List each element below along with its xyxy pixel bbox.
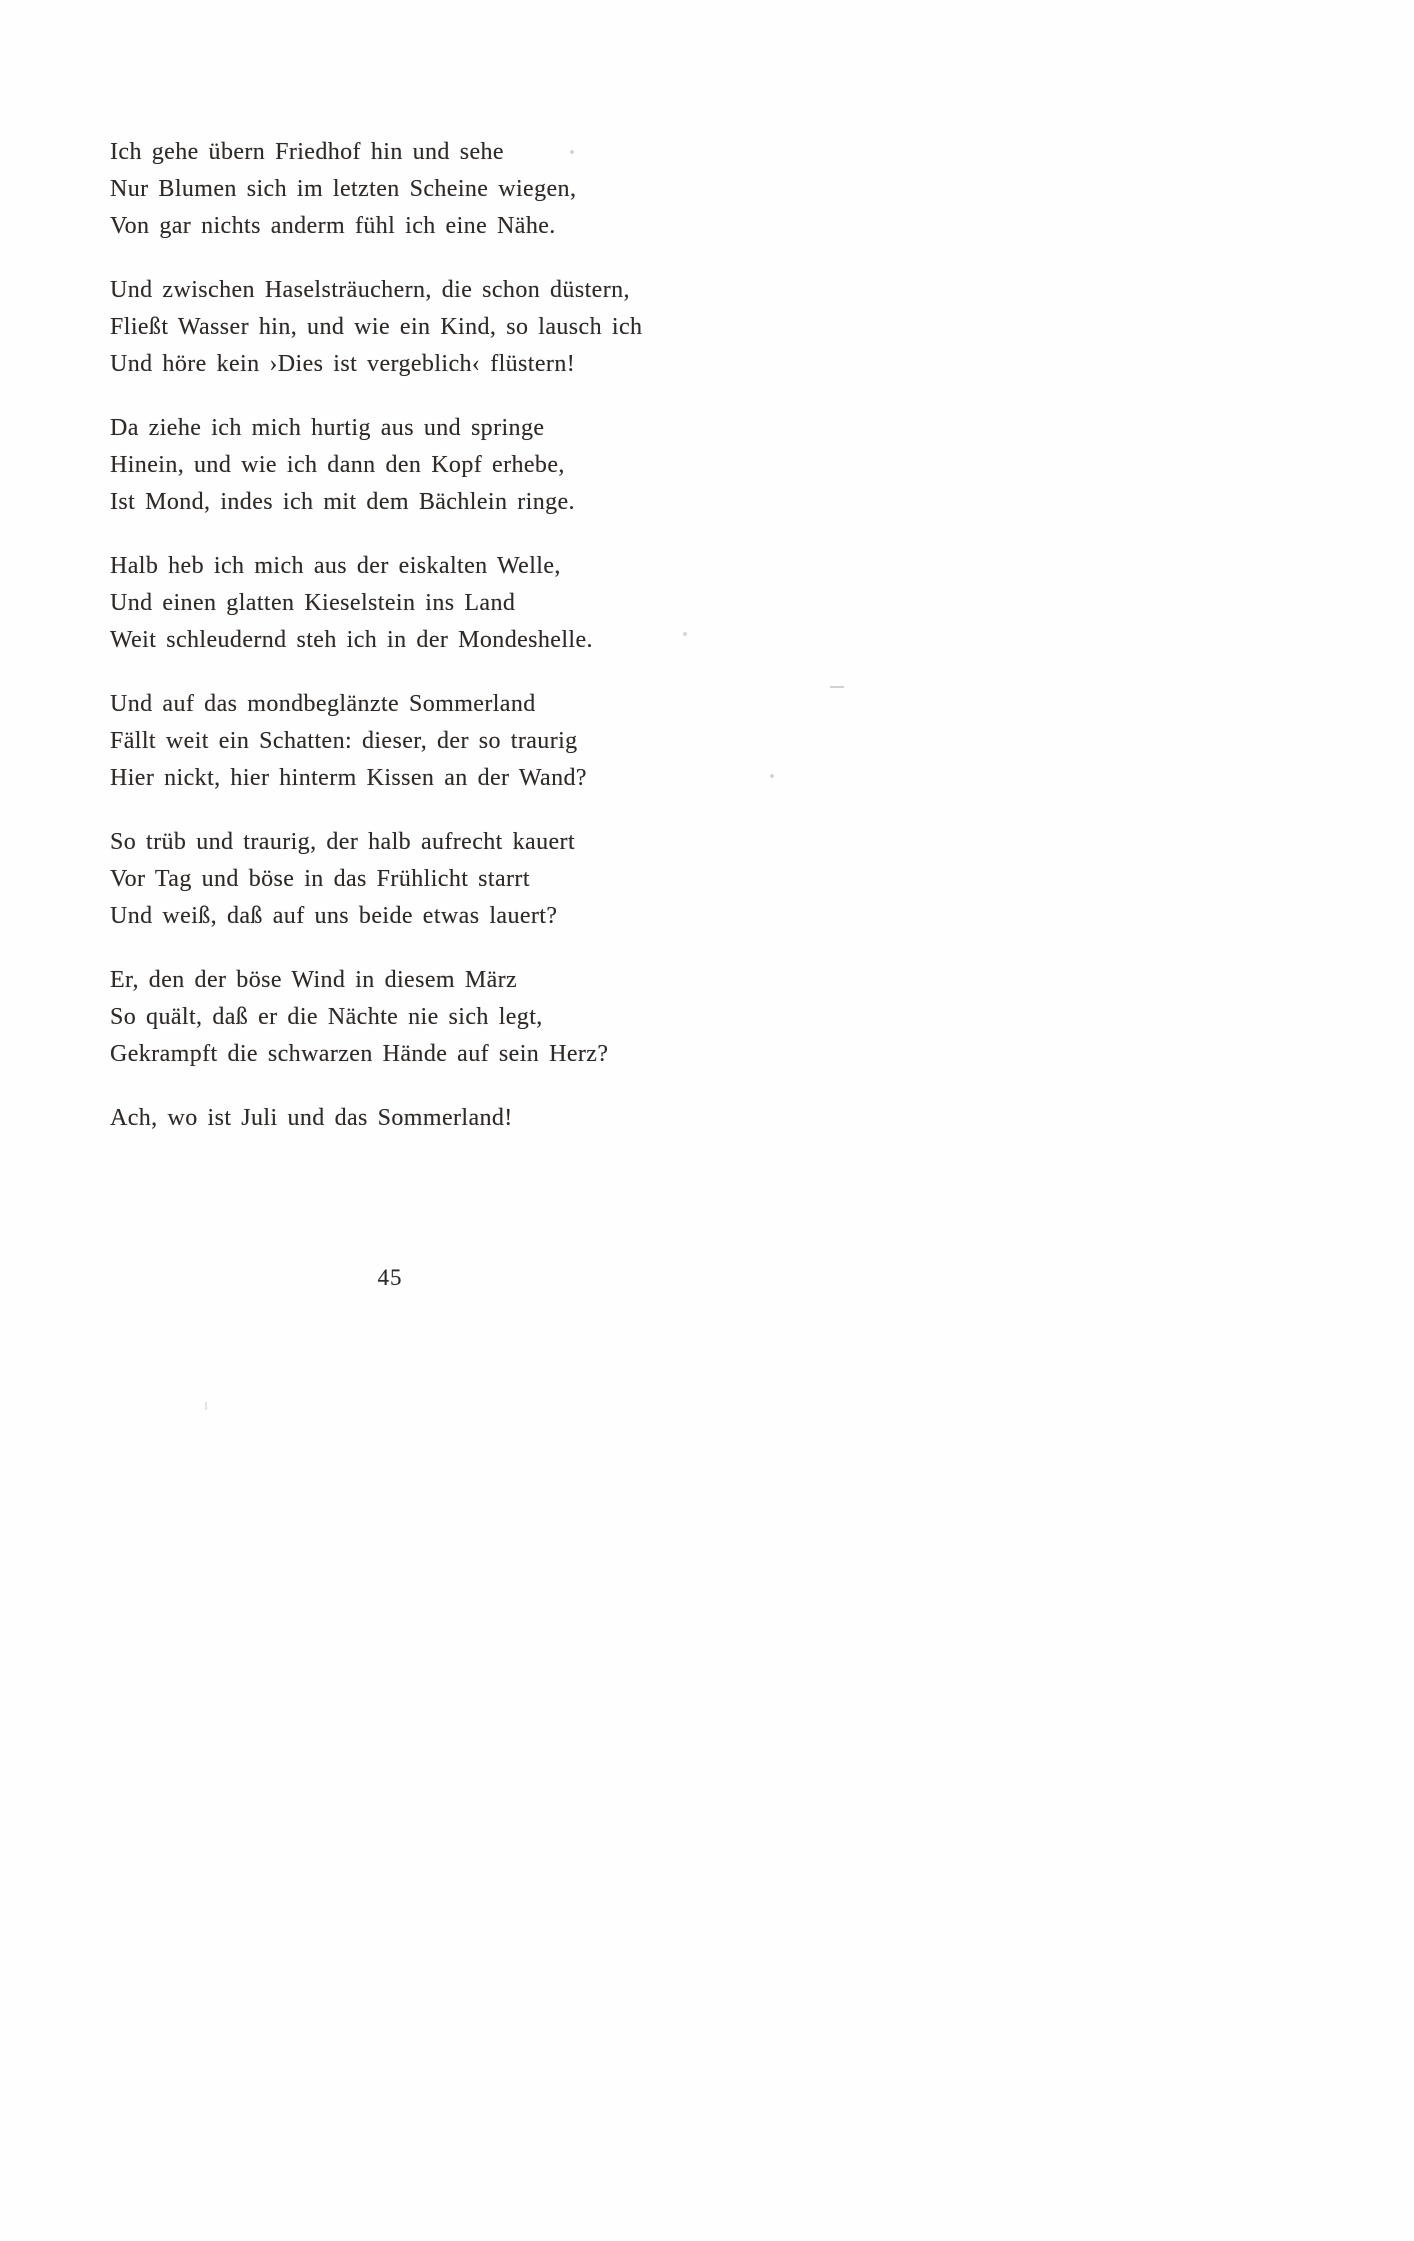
poem-line: Hinein, und wie ich dann den Kopf erhebe, (110, 452, 565, 478)
poem-line: Da ziehe ich mich hurtig aus und springe (110, 415, 545, 441)
poem-line: Fließt Wasser hin, und wie ein Kind, so lausch ich (110, 314, 643, 340)
scan-artifact (830, 686, 844, 688)
poem-text-block (110, 134, 670, 1291)
poem-line: Er, den der böse Wind in diesem März (110, 967, 518, 993)
poem-line: Und zwischen Haselsträuchern, die schon düstern, (110, 277, 630, 303)
poem-line: Und einen glatten Kieselstein ins Land (110, 590, 516, 616)
poem-stanza (110, 134, 670, 245)
poem-line: Und weiß, daß auf uns beide etwas lauert? (110, 903, 558, 929)
poem-line: Vor Tag und böse in das Frühlicht starrt (110, 866, 530, 892)
poem-stanza (110, 962, 670, 1073)
poem-stanza (110, 824, 670, 935)
page-number: 45 (377, 1265, 403, 1290)
scan-artifact (683, 632, 687, 636)
poem-line: Und höre kein ›Dies ist vergeblich‹ flüstern! (110, 351, 576, 377)
poem-line: Hier nickt, hier hinterm Kissen an der Wand? (110, 765, 587, 791)
poem-line: So trüb und traurig, der halb aufrecht kauert (110, 829, 576, 855)
poem-line: Nur Blumen sich im letzten Scheine wiegen, (110, 176, 577, 202)
poem-line: Ach, wo ist Juli und das Sommerland! (110, 1105, 513, 1131)
poem-line: Halb heb ich mich aus der eiskalten Welle, (110, 553, 561, 579)
poem-line: Weit schleudernd steh ich in der Mondeshelle. (110, 627, 593, 653)
poem-stanza (110, 410, 670, 521)
poem-stanza (110, 548, 670, 659)
poem-line: Ich gehe übern Friedhof hin und sehe (110, 139, 504, 165)
poem-line: Gekrampft die schwarzen Hände auf sein Herz? (110, 1041, 609, 1067)
scan-artifact (570, 150, 574, 154)
scan-artifact (770, 774, 774, 778)
poem-line: Fällt weit ein Schatten: dieser, der so traurig (110, 728, 578, 754)
poem-line: Von gar nichts anderm fühl ich eine Nähe. (110, 213, 556, 239)
poem-stanza (110, 1100, 670, 1137)
poem-line: Ist Mond, indes ich mit dem Bächlein ringe. (110, 489, 575, 515)
scan-artifact (205, 1402, 207, 1410)
poem-line: Und auf das mondbeglänzte Sommerland (110, 691, 536, 717)
poem-stanza (110, 272, 670, 383)
poem-stanza (110, 686, 670, 797)
poem-line: So quält, daß er die Nächte nie sich legt, (110, 1004, 543, 1030)
